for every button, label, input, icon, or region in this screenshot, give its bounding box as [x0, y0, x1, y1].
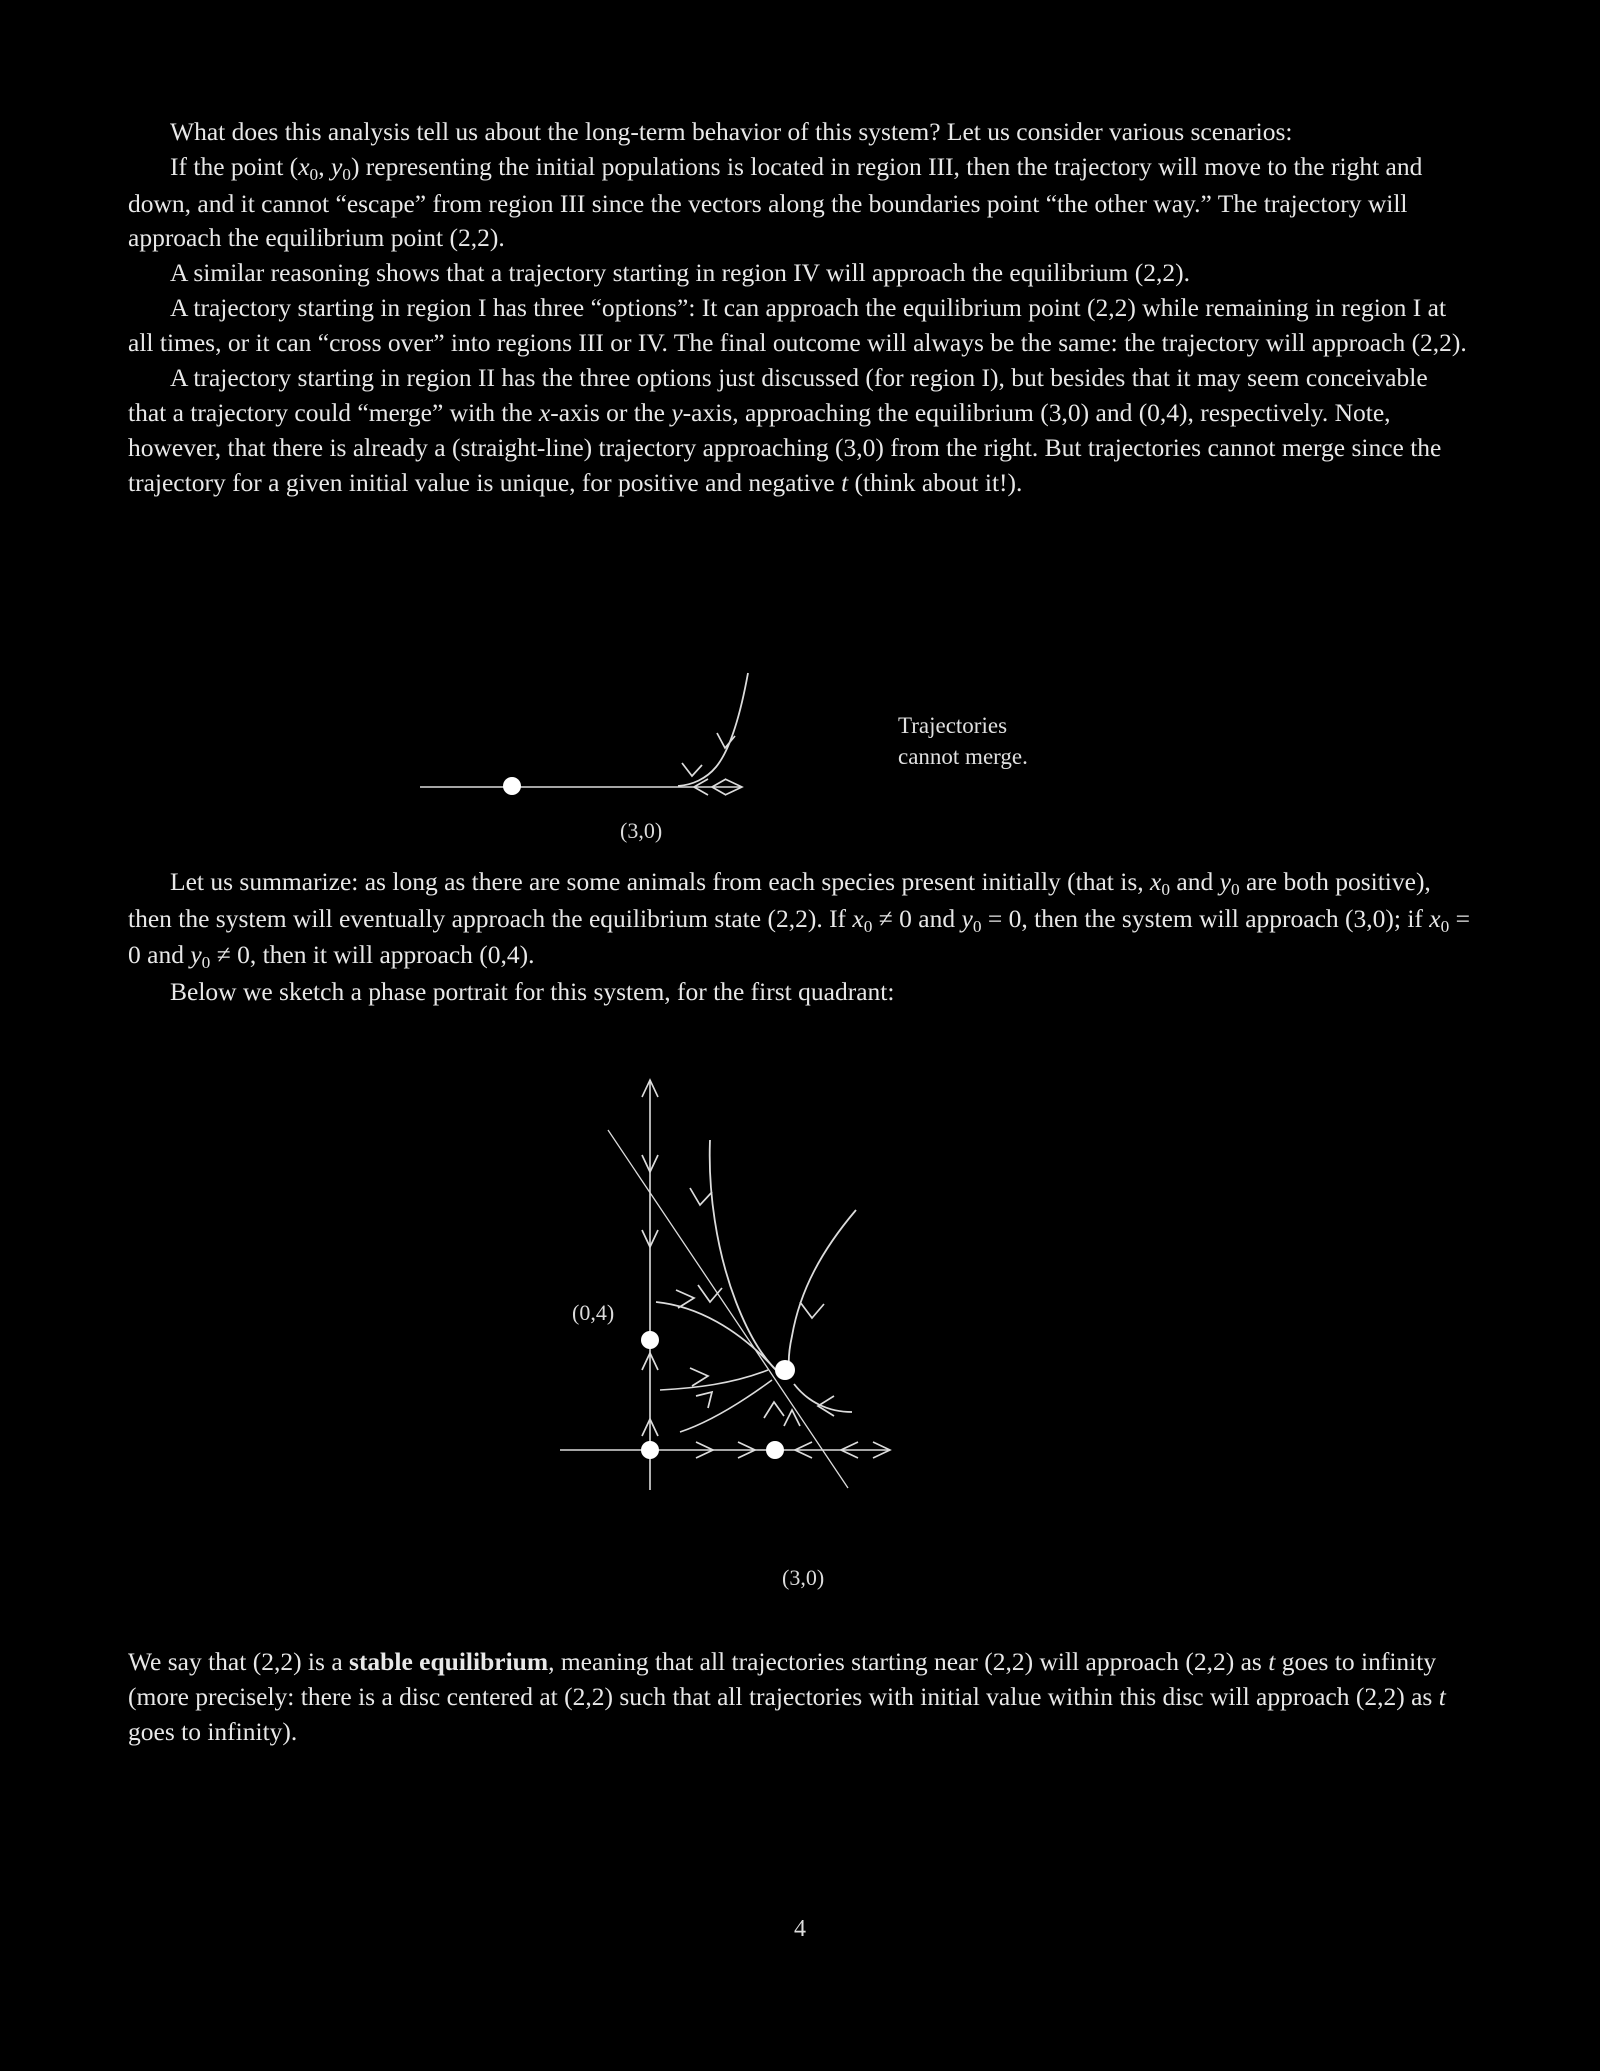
text-block-bottom — [128, 1645, 1472, 1750]
merge-figure-svg — [420, 655, 1180, 855]
trajectory-from-right — [789, 1210, 856, 1376]
paragraph: A trajectory starting in region I has three “options”: It can approach the equilibrium point (2,2) while remaining in region I at all times, or it can “cross over” into regions III or IV. The final outcome will always be the same: the trajectory will approach (2,2). — [128, 293, 1467, 358]
caption-line-1: Trajectories — [898, 713, 1008, 738]
trajectory-lower-right — [794, 1384, 852, 1412]
text-block-middle — [128, 865, 1472, 1010]
caption-line-2: cannot merge. — [898, 744, 1028, 770]
straight-line-trajectory — [608, 1130, 848, 1488]
trajectory-arrowhead — [764, 1402, 784, 1418]
equilibrium-point-2-2 — [775, 1360, 795, 1380]
phase-portrait-svg — [500, 1040, 1100, 1630]
paragraph: We say that (2,2) is a stable equilibrium, meaning that all trajectories starting near (2,2) will approach (2,2) as t goes to infinity (more precisely: there is a disc centered at (2,2) such that all trajectories with initial value within this disc will approach (2,2) as t goes to infinity). — [128, 1647, 1446, 1746]
equilibrium-point-origin — [641, 1441, 659, 1459]
paragraph: A trajectory starting in region II has the three options just discussed (for region I), but besides that it may seem conceivable that a trajectory could “merge” with the x-axis or the y-axis, approaching the equilibrium (3,0) and (0,4), respectively. Note, however, that there is already a (straight-line) trajectory approaching (3,0) from the right. But trajectories cannot merge since the trajectory for a given initial value is unique, for positive and negative t (think about it!). — [128, 363, 1442, 497]
phase-label-0-4: (0,4) — [572, 1300, 615, 1325]
figure-caption-cannot-merge — [898, 710, 1028, 772]
text-block-top — [128, 115, 1472, 501]
phase-label-3-0: (3,0) — [782, 1565, 825, 1590]
paragraph: Below we sketch a phase portrait for this system, for the first quadrant: — [170, 976, 895, 1006]
curve-arrowhead — [682, 763, 702, 776]
trajectory-arrowhead — [698, 1285, 722, 1302]
paragraph: A similar reasoning shows that a trajectory starting in region IV will approach the equilibrium (2,2). — [170, 258, 1190, 288]
figure-phase-portrait — [500, 1040, 1100, 1630]
figure-point-label-3-0: (3,0) — [620, 818, 663, 843]
trajectory-arrowhead — [696, 1392, 712, 1408]
equilibrium-point-0-4 — [641, 1331, 659, 1349]
paragraph: If the point ($x_0$, $y_0$) representing the initial populations is located in region III, then the trajectory will move to the right and down, and it cannot “escape” from region III since the vectors along the boundaries point “the other way.” The trajectory will approach the equilibrium point (2,2). — [128, 151, 1423, 253]
trajectory-upper-left — [656, 1302, 776, 1370]
equilibrium-point-3-0 — [503, 777, 521, 795]
paragraph: What does this analysis tell us about the long-term behavior of this system? Let us consider various scenarios: — [170, 117, 1293, 146]
trajectory-arrowhead — [690, 1368, 708, 1386]
trajectory-arrowhead — [690, 1188, 712, 1205]
page-number: 4 — [794, 1916, 806, 1942]
paragraph: Let us summarize: as long as there are some animals from each species present initially (that is, $x_0$ and $y_0$ are both positive), then the system will eventually approach the equilibrium state (2,2). If $x_0 \ne 0$ and $y_0 = 0$, then the system will approach (3,0); if $x_0 = 0$ and $y_0 \ne 0$, then it will approach (0,4). — [128, 867, 1471, 973]
trajectory-arrowhead — [800, 1302, 824, 1318]
trajectory-lower-left — [660, 1370, 768, 1390]
trajectory-curve — [678, 673, 748, 786]
figure-trajectories-cannot-merge — [420, 655, 1180, 855]
equilibrium-point-3-0 — [766, 1441, 784, 1459]
